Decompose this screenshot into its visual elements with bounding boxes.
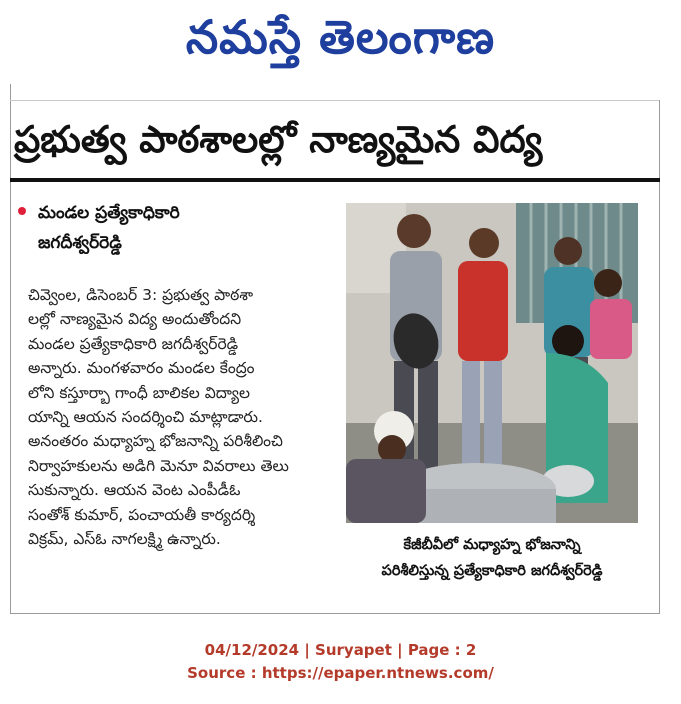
- body-line: మండల ప్రత్యేకాధికారి జగదీశ్వర్‌రెడ్డి: [28, 334, 239, 353]
- body-line: నిర్వాహకులను అడిగి మెనూ వివరాలు తెలు: [28, 456, 289, 475]
- article-byline: [38, 198, 328, 258]
- photo-person: [552, 325, 584, 357]
- footer-source: [0, 664, 681, 682]
- footer-edition-info: 04/12/2024 | Suryapet | Page : 2: [204, 641, 477, 659]
- body-line: అనంతరం మధ్యాహ్న భోజనాన్ని పరిశీలించి: [28, 432, 283, 451]
- frame-border-bottom: [10, 613, 660, 614]
- byline-line: మండల ప్రత్యేకాధికారి: [38, 203, 180, 223]
- body-line: విక్రమ్, ఎస్ఓ నాగలక్ష్మి ఉన్నారు.: [28, 530, 221, 549]
- body-line: సంతోశ్ కుమార్, పంచాయతీ కార్యదర్శి: [28, 505, 256, 524]
- photo-person: [594, 269, 622, 297]
- frame-border-top: [10, 100, 660, 101]
- photo-caption: [346, 532, 638, 584]
- bullet-icon: [18, 207, 26, 215]
- article-body: [28, 283, 346, 551]
- masthead: [0, 0, 681, 84]
- body-line: యాన్ని ఆయన సందర్శించి మాట్లాడారు.: [28, 408, 263, 427]
- caption-line: కేజీబీవీలో మధ్యాహ్న భోజనాన్ని: [403, 537, 581, 553]
- body-line: అన్నారు. మంగళవారం మండల కేంద్రం: [28, 359, 255, 378]
- body-line: లోని కస్తూర్బా గాంధీ బాలికల విద్యాల: [28, 383, 250, 402]
- body-line: సుకున్నారు. ఆయన వెంట ఎంపీడీఓ: [28, 481, 241, 500]
- frame-border-left: [10, 84, 11, 614]
- body-line: చివ్వెంల, డిసెంబర్ 3: ప్రభుత్వ పాఠశా: [28, 286, 254, 304]
- article-photo: [346, 203, 638, 523]
- article-headline: ప్రభుత్వ పాఠశాలల్లో నాణ్యమైన విద్య: [14, 118, 543, 161]
- byline-line: జగదీశ్వర్‌రెడ్డి: [38, 233, 122, 253]
- photo-person: [469, 228, 499, 258]
- body-line: లల్లో నాణ్యమైన విద్య అందుతోందని: [28, 310, 242, 329]
- photo-person: [397, 214, 431, 248]
- newspaper-logo-title: నమస్తే తెలంగాణ: [185, 10, 496, 64]
- photo-person: [554, 237, 582, 265]
- source-link[interactable]: https://epaper.ntnews.com/: [261, 664, 494, 682]
- headline-divider: [10, 178, 660, 182]
- caption-line: పరిశీలిస్తున్న ప్రత్యేకాధికారి జగదీశ్వర్‌రెడ్డి: [381, 563, 603, 579]
- source-label: Source :: [187, 664, 262, 682]
